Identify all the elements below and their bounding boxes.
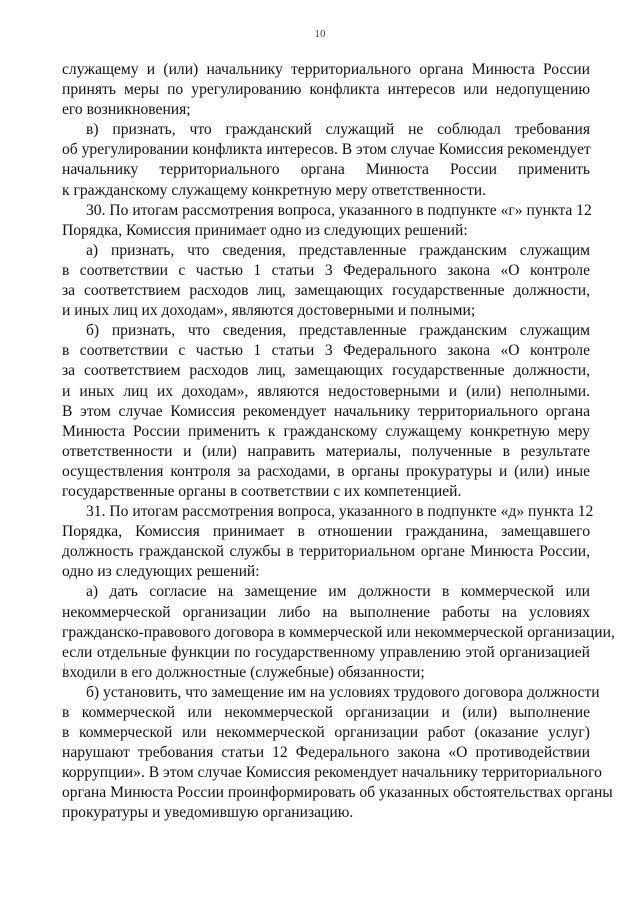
text-line: в соответствии с частью 1 статьи 3 Федерального закона «О контроле	[62, 342, 590, 360]
page-number: 10	[314, 28, 326, 40]
text-line: некоммерческой организации либо на выполнение работы на условиях	[62, 603, 590, 621]
text-line: начальнику территориального органа Минюста России применить	[62, 161, 590, 179]
text-line: осуществления контроля за расходами, в органы прокуратуры и (или) иные	[62, 462, 590, 480]
text-line: гражданско-правового договора в коммерческой или некоммерческой организации,	[62, 623, 615, 641]
text-line: за соответствием расходов лиц, замещающих государственные должности,	[62, 282, 590, 300]
document-body	[62, 60, 615, 824]
paragraph	[62, 201, 590, 241]
text-line: б) признать, что сведения, представленные гражданским служащим	[86, 322, 590, 340]
text-line: нарушают требования статьи 12 Федерального закона «О противодействии	[62, 744, 590, 762]
paragraph	[62, 683, 613, 824]
paragraph	[62, 241, 590, 321]
text-line: его возникновения;	[62, 101, 191, 119]
text-line: В этом случае Комиссия рекомендует начальнику территориального органа	[62, 402, 590, 420]
text-line: коррупции». В этом случае Комиссия рекомендует начальнику территориального	[62, 764, 602, 782]
text-line: и иных лиц их доходам», являются недостоверными и (или) неполными.	[62, 382, 590, 400]
text-line: 30. По итогам рассмотрения вопроса, указанного в подпункте «г» пункта 12	[86, 201, 592, 219]
text-line: органа Минюста России проинформировать об указанных обстоятельствах органы	[62, 784, 613, 802]
text-line: в коммерческой или некоммерческой организации работ (оказание услуг)	[62, 724, 590, 742]
text-line: а) дать согласие на замещение им должности в коммерческой или	[86, 583, 590, 601]
paragraph	[62, 120, 590, 200]
text-line: Порядка, Комиссия принимает в отношении гражданина, замещавшего	[62, 523, 590, 541]
text-line: входили в его должностные (служебные) обязанности;	[62, 663, 425, 681]
paragraph	[62, 582, 615, 682]
text-line: Минюста России применить к гражданскому служащему конкретную меру	[62, 422, 590, 440]
text-line: государственные органы в соответствии с их компетенцией.	[62, 482, 462, 500]
text-line: должность гражданской службы в территориальном органе Минюста России,	[62, 543, 590, 561]
paragraph	[62, 321, 590, 502]
text-line: в соответствии с частью 1 статьи 3 Федерального закона «О контроле	[62, 261, 590, 279]
text-line: 31. По итогам рассмотрения вопроса, указанного в подпункте «д» пункта 12	[86, 503, 594, 521]
text-line: а) признать, что сведения, представленные гражданским служащим	[86, 241, 590, 259]
text-line: б) установить, что замещение им на условиях трудового договора должности	[86, 683, 600, 701]
text-line: одно из следующих решений:	[62, 563, 260, 581]
text-line: и иных лиц их доходам», являются достоверными и полными;	[62, 302, 476, 320]
text-line: к гражданскому служащему конкретную меру ответственности.	[62, 181, 486, 199]
text-line: в коммерческой или некоммерческой организации и (или) выполнение	[62, 704, 590, 721]
text-line: в) признать, что гражданский служащий не соблюдал требования	[86, 121, 590, 139]
text-line: ответственности и (или) направить материалы, полученные в результате	[62, 442, 590, 460]
paragraph	[62, 502, 594, 582]
text-line: за соответствием расходов лиц, замещающих государственные должности,	[62, 362, 590, 380]
text-line: если отдельные функции по государственному управлению этой организацией	[62, 643, 590, 661]
text-line: служащему и (или) начальнику территориального органа Минюста России	[62, 61, 590, 78]
paragraph	[62, 60, 590, 120]
text-line: принять меры по урегулированию конфликта интересов или недопущению	[62, 81, 590, 99]
text-line: Порядка, Комиссия принимает одно из следующих решений:	[62, 221, 468, 239]
text-line: об урегулировании конфликта интересов. В этом случае Комиссия рекомендует	[62, 141, 591, 159]
text-line: прокуратуры и уведомившую организацию.	[62, 804, 354, 822]
